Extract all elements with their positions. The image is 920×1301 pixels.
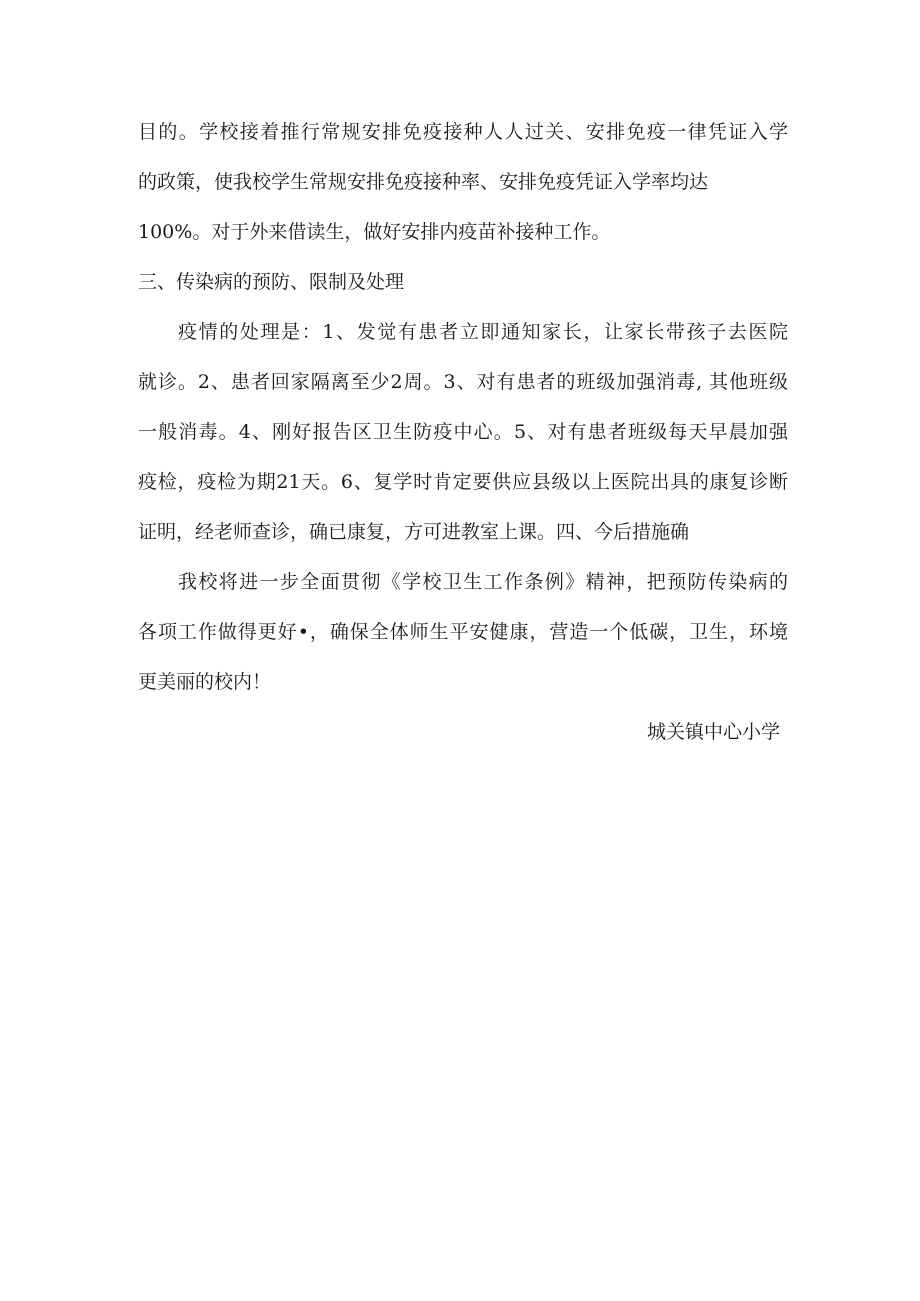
text-line: 一般消毒。4、刚好报告区卫生防疫中心。5、对有患者班级每天早晨加强 xyxy=(138,421,788,443)
text-line: 目的。学校接着推行常规安排免疫接种人人过关、安排免疫一律凭证入学 xyxy=(138,121,788,143)
text-line: 证明，经老师查诊，确已康复，方可进教室上课。四、今后措施确 xyxy=(138,521,690,543)
section-title: 三、传染病的预防、限制及处理 xyxy=(138,271,405,293)
paragraph-immunization xyxy=(138,107,788,257)
text-line: 的政策，使我校学生常规安排免疫接种率、安排免疫凭证入学率均达 xyxy=(138,171,709,193)
paragraph-outbreak-handling xyxy=(138,307,788,557)
signature: 城关镇中心小学 xyxy=(646,721,780,743)
text-line: 就诊。2、患者回家隔离至少2周。3、对有患者的班级加强消毒, 其他班级 xyxy=(138,371,788,393)
document-body xyxy=(138,107,788,757)
text-line: 我校将进一步全面贯彻《学校卫生工作条例》精神，把预防传染病的 xyxy=(178,571,788,593)
section-heading xyxy=(138,257,788,307)
text-line: 疫检，疫检为期21天。6、复学时肯定要供应县级以上医院出具的康复诊断 xyxy=(138,471,788,493)
signature-block xyxy=(138,707,788,757)
text-line: 各项工作做得更好•，确保全体师生平安健康，营造一个低碳，卫生，环境 xyxy=(138,621,788,643)
text-line: 100%。对于外来借读生，做好安排内疫苗补接种工作。 xyxy=(138,221,611,243)
text-line: 疫情的处理是：1、发觉有患者立即通知家长，让家长带孩子去医院 xyxy=(178,321,788,343)
text-line: 更美丽的校内！ xyxy=(138,671,272,693)
paragraph-future-measures xyxy=(138,557,788,707)
